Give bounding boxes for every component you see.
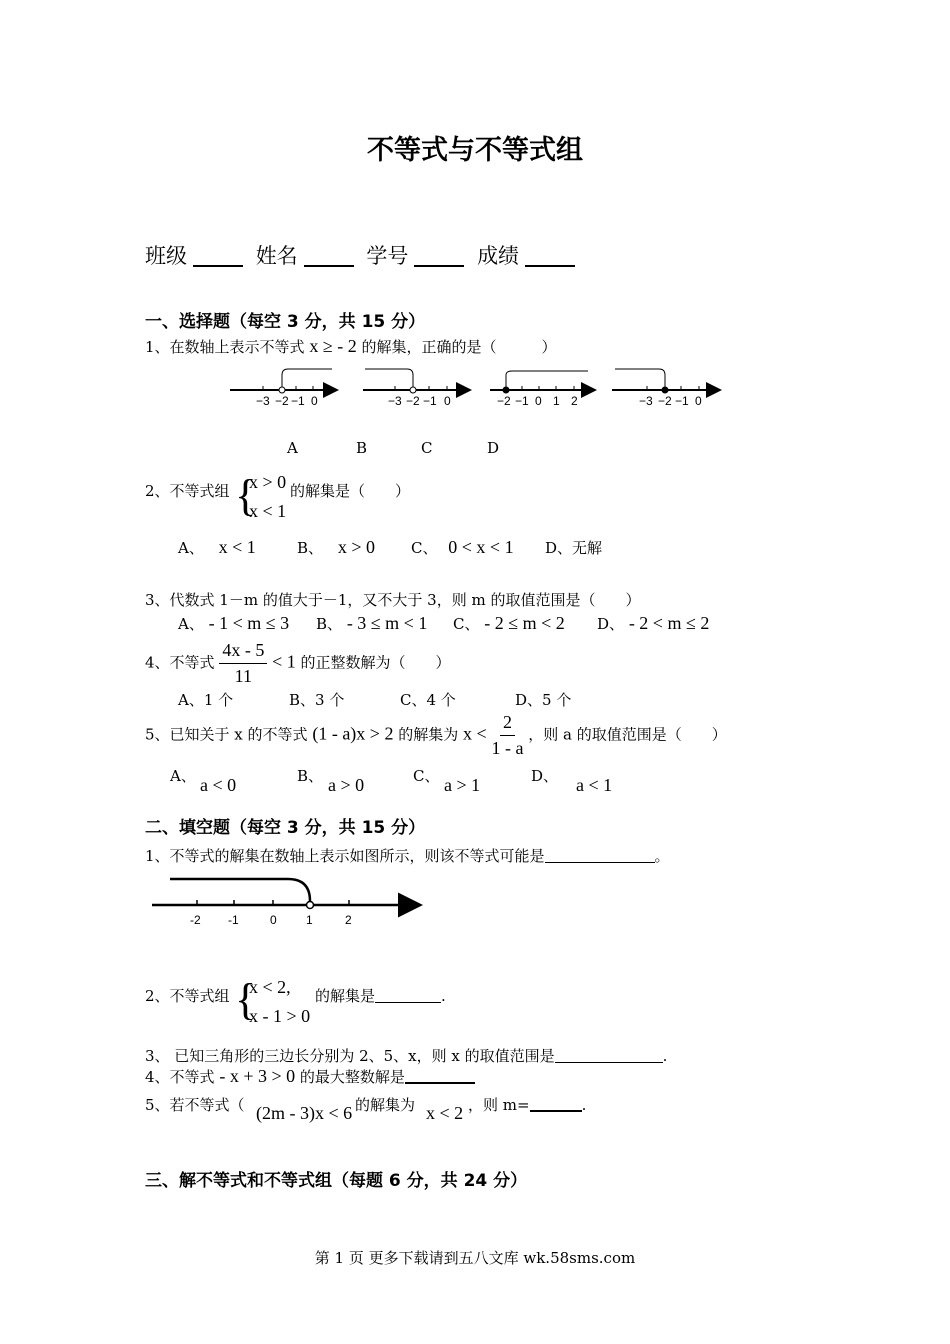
tick-label: 1 (553, 394, 560, 408)
number-line-a (230, 369, 335, 408)
s1q5-suffix: ，则 a 的取值范围是（ ） (528, 725, 727, 744)
s1q2-line2: x < 1 (249, 501, 287, 521)
s1q2-option-d: D、无解 (545, 539, 603, 557)
s2q5-suffix: ，则 m= (468, 1096, 530, 1114)
id-label: 学号 (366, 244, 409, 268)
s2q2-line1: x < 2, (249, 977, 291, 997)
name-label: 姓名 (255, 244, 298, 268)
student-info-line (145, 240, 581, 270)
option-expr: x > 0 (337, 537, 375, 557)
page-title: 不等式与不等式组 (367, 135, 583, 166)
s1q3-option-b (316, 613, 427, 634)
number-line-c (490, 371, 593, 408)
option-label: B、 (316, 615, 343, 633)
score-label: 成绩 (477, 244, 520, 268)
s1-question-4 (145, 640, 451, 687)
tick-label: 1 (306, 913, 313, 927)
s1q3-text: 3、代数式 1－m 的值大于－1，又不大于 3，则 m 的取值范围是（ ） (145, 591, 641, 609)
s2-question-1 (145, 845, 670, 866)
tick-label: 0 (535, 394, 542, 408)
s1q5-option-b-label: B、 (297, 767, 324, 785)
s1q5-option-d-label: D、 (531, 767, 559, 785)
s2q4-suffix: 的最大整数解是 (299, 1068, 405, 1086)
section-2-heading: 二、填空题（每空 3 分，共 15 分） (145, 818, 426, 838)
fraction-numerator: 2 (500, 712, 515, 736)
option-label-a: A (287, 439, 298, 457)
class-label: 班级 (145, 244, 187, 268)
section-3-heading: 三、解不等式和不等式组（每题 6 分，共 24 分） (145, 1171, 528, 1191)
s1q3-option-d (597, 613, 709, 634)
s2q5-end: . (581, 1096, 587, 1114)
s2q4-expression: - x + 3 > 0 (219, 1066, 296, 1086)
option-label: C、 (411, 539, 438, 557)
s1q5-option-d-expr: a < 1 (576, 775, 613, 795)
page-footer: 第 1 页 更多下载请到五八文库 wk.58sms.com (314, 1249, 636, 1267)
s1q5-middle: 的解集为 (398, 725, 459, 744)
s2-question-3 (145, 1045, 667, 1066)
option-expr: - 2 < m ≤ 2 (628, 613, 710, 633)
s2q3-text: 3、 已知三角形的三边长分别为 2、5、x，则 x 的取值范围是 (145, 1047, 555, 1065)
fraction-denominator: 11 (234, 666, 252, 686)
class-blank (193, 245, 243, 267)
option-expr: - 1 < m ≤ 3 (208, 613, 290, 633)
s1q4-suffix: 的正整数解为（ ） (300, 653, 451, 672)
id-blank (414, 245, 464, 267)
answer-blank (375, 988, 441, 1003)
score-blank (525, 245, 575, 267)
s2q5-suffix-wrap (468, 1094, 586, 1115)
tick-label: −1 (291, 394, 305, 408)
number-line-d (612, 369, 718, 408)
s2q4-prefix: 4、不等式 (145, 1068, 215, 1086)
number-line-b (363, 369, 468, 408)
tick-label: 0 (444, 394, 451, 408)
tick-label: −3 (639, 394, 653, 408)
option-expr: x < 1 (218, 537, 256, 557)
s2q2-suffix-wrap (315, 985, 446, 1006)
tick-label: −3 (256, 394, 270, 408)
s2q1-end: 。 (654, 847, 670, 865)
s1-question-5 (145, 712, 727, 759)
s2-question-4 (145, 1066, 475, 1087)
option-label: D、 (597, 615, 625, 633)
tick-label: −2 (658, 394, 672, 408)
s2q3-end: . (662, 1047, 668, 1065)
s2q1-number-line (150, 870, 430, 932)
s1q4-option-b: B、3 个 (289, 691, 345, 709)
tick-label: 2 (345, 913, 352, 927)
s2q5-expression: (2m - 3)x < 6 (256, 1103, 353, 1123)
option-expr: - 2 ≤ m < 2 (484, 613, 565, 633)
s1q4-fraction (219, 640, 267, 687)
brace-symbol: { (235, 471, 257, 520)
answer-blank (555, 1048, 663, 1063)
tick-label: 0 (695, 394, 702, 408)
option-expr: 0 < x < 1 (448, 537, 514, 557)
option-label-b: B (356, 439, 368, 457)
s1q2-prefix: 2、不等式组 (145, 482, 230, 500)
answer-blank (530, 1096, 582, 1112)
s1q2-option-b (297, 537, 375, 558)
tick-label: 0 (311, 394, 318, 408)
s2q5-middle: 的解集为 (355, 1096, 416, 1114)
option-label: A、 (178, 539, 204, 557)
tick-label: −1 (515, 394, 529, 408)
fraction-numerator: 4x - 5 (219, 640, 267, 664)
s1q2-option-c (411, 537, 514, 558)
s1q1-suffix: 的解集，正确的是（ ） (361, 338, 557, 356)
s1q5-option-c-expr: a > 1 (444, 775, 481, 795)
brace-symbol: { (235, 975, 257, 1024)
s1q2-suffix: 的解集是（ ） (290, 482, 411, 500)
s1q4-option-d: D、5 个 (515, 691, 572, 709)
tick-label: −2 (497, 394, 511, 408)
s1q5-option-a-label: A、 (170, 767, 196, 785)
s1q5-option-c-label: C、 (413, 767, 440, 785)
answer-blank (405, 1068, 475, 1084)
fraction-denominator: 1 - a (491, 738, 524, 758)
tick-label: −3 (388, 394, 402, 408)
s1q3-option-c (453, 613, 565, 634)
option-expr: - 3 ≤ m < 1 (346, 613, 428, 633)
s2q2-suffix: 的解集是 (315, 987, 376, 1005)
option-label-c: C (421, 439, 433, 457)
s1q4-relation: < 1 (272, 651, 296, 672)
option-label-d: D (487, 439, 500, 457)
tick-label: −1 (423, 394, 437, 408)
s2q2-end: . (441, 987, 446, 1005)
s2q1-text: 1、不等式的解集在数轴上表示如图所示，则该不等式可能是 (145, 847, 545, 865)
s1q4-option-a: A、1 个 (178, 691, 234, 709)
s1q2-line1: x > 0 (249, 472, 287, 492)
option-label: C、 (453, 615, 480, 633)
section-1-heading: 一、选择题（每空 3 分，共 15 分） (145, 312, 426, 332)
s1q5-option-b-expr: a > 0 (328, 775, 365, 795)
s2q5-prefix: 5、若不等式（ (145, 1096, 245, 1114)
s1q1-number-lines (225, 365, 730, 415)
s1q1-prefix: 1、在数轴上表示不等式 (145, 338, 305, 356)
s1-question-1 (145, 336, 557, 357)
tick-label: -2 (190, 913, 201, 927)
answer-blank (545, 848, 655, 863)
option-label: B、 (297, 539, 324, 557)
name-blank (304, 245, 354, 267)
s1q4-prefix: 4、不等式 (145, 653, 215, 672)
s1q5-expression: (1 - a)x > 2 (312, 723, 394, 744)
s1q5-prefix: 5、已知关于 x 的不等式 (145, 725, 308, 744)
s2q2-line2: x - 1 > 0 (249, 1006, 311, 1026)
tick-label: −1 (675, 394, 689, 408)
s1q4-option-c: C、4 个 (400, 691, 456, 709)
option-label: A、 (178, 615, 204, 633)
s2q2-prefix: 2、不等式组 (145, 987, 230, 1005)
s1q2-option-a (178, 537, 256, 558)
tick-label: 2 (571, 394, 578, 408)
tick-label: −2 (406, 394, 420, 408)
s1q5-lhs: x < (463, 723, 487, 744)
s1q1-expression: x ≥ - 2 (309, 336, 357, 356)
s1q5-option-a-expr: a < 0 (200, 775, 237, 795)
tick-label: 0 (270, 913, 277, 927)
s1q5-fraction (491, 712, 523, 759)
tick-label: −2 (275, 394, 289, 408)
s1q3-option-a (178, 613, 289, 634)
s2q5-expression-2: x < 2 (426, 1103, 464, 1123)
tick-label: -1 (228, 913, 239, 927)
